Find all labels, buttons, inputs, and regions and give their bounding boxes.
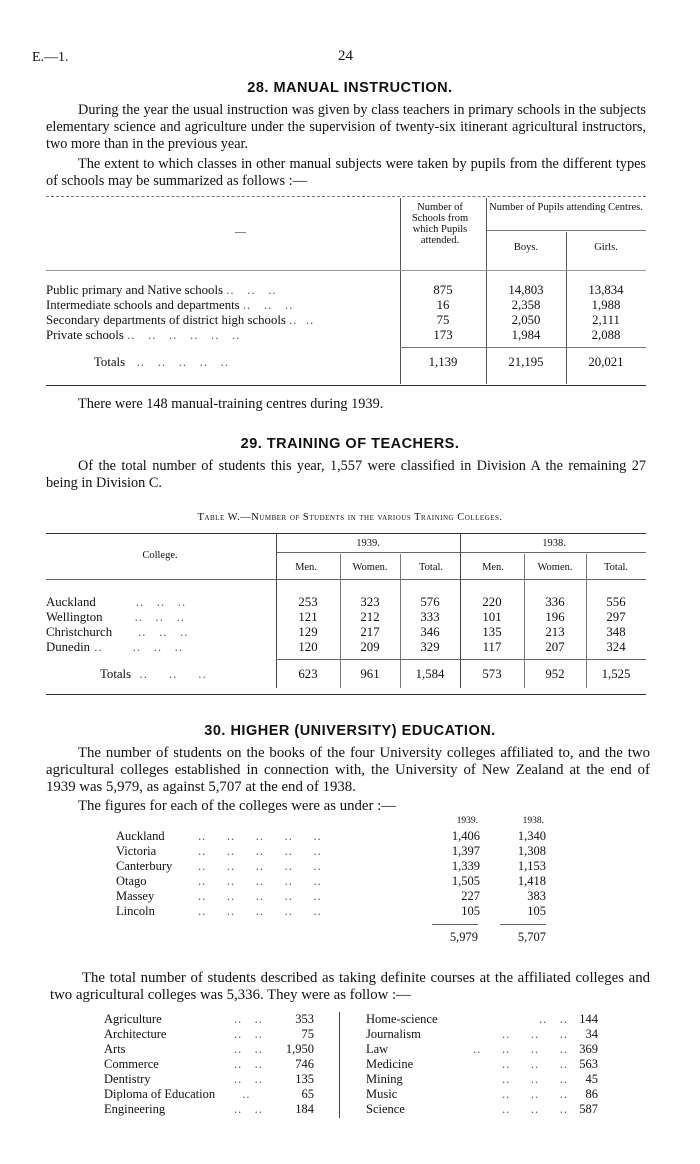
list-item: Science .. .. .. 587 — [366, 1102, 598, 1116]
col-women-1938: Women. — [537, 562, 573, 573]
col-college-header: College. — [142, 550, 178, 561]
courses-list-left — [104, 1012, 314, 1117]
col-total-1938: Total. — [603, 562, 629, 573]
section-28-paragraph-3: There were 148 manual-training centres during 1939. — [78, 396, 384, 412]
section-28-paragraph-1: During the year the usual instruction was given by class teachers in primary schools in the subjects elementary science and agriculture under the supervision of twenty-six itinerant agricultural instructors, two more than in the previous year. — [46, 102, 646, 152]
col-men-1938: Men. — [482, 562, 504, 573]
section-29-title: 29. TRAINING OF TEACHERS. — [240, 436, 460, 452]
table-row: Auckland .. .. .. 253 323 576 220 336 556 — [46, 595, 626, 609]
list-item: Victoria .. .. .. .. .. 1,397 1,308 — [116, 844, 546, 858]
section-28-paragraph-2: The extent to which classes in other manual subjects were taken by pupils from the different types of schools may be summarized as follows :— — [46, 156, 646, 189]
list-item: Auckland .. .. .. .. .. 1,406 1,340 — [116, 829, 546, 843]
courses-list-right — [366, 1012, 598, 1117]
list-item: Journalism .. .. .. 34 — [366, 1027, 598, 1041]
table-w-caption: Table W.—Number of Students in the various Training Colleges. — [197, 512, 503, 523]
col-men-1939: Men. — [295, 562, 317, 573]
list-item: Dentistry .. .. 135 — [104, 1072, 314, 1086]
list-item: Lincoln .. .. .. .. .. 105 105 — [116, 904, 546, 918]
list-item: Arts .. .. 1,950 — [104, 1042, 314, 1056]
table-row: Public primary and Native schools .. .. .. 875 14,803 13,834 — [46, 283, 624, 297]
list-item: Music .. .. .. 86 — [366, 1087, 598, 1101]
section-29-paragraph-1: Of the total number of students this year, 1,557 were classified in Division A the remaining 27 being in Division C. — [46, 458, 646, 491]
table-row: Intermediate schools and departments .. .. .. 16 2,358 1,988 — [46, 298, 621, 312]
list-item: Architecture .. .. 75 — [104, 1027, 314, 1041]
section-28-title: 28. MANUAL INSTRUCTION. — [247, 80, 453, 96]
training-colleges-totals — [46, 667, 646, 682]
table-row-totals: Totals .. .. .. 623 961 1,584 573 952 1,525 — [100, 667, 631, 681]
list-item: Commerce .. .. 746 — [104, 1057, 314, 1071]
total-1938: 5,707 — [517, 930, 546, 944]
table-row: Wellington .. .. .. 121 212 333 101 196 297 — [46, 610, 626, 624]
list-item: Engineering .. .. 184 — [104, 1102, 314, 1116]
list-item: Law .. .. .. .. 369 — [366, 1042, 598, 1056]
table-row: Dunedin .. .. .. .. 120 209 329 117 207 324 — [46, 640, 626, 654]
page-number: 24 — [338, 48, 353, 64]
col-schools-header: Number of Schools from which Pupils attended. — [411, 202, 469, 246]
col-pupils-group-header: Number of Pupils attending Centres. — [489, 202, 643, 213]
list-item: Mining .. .. .. 45 — [366, 1072, 598, 1086]
col-girls-header: Girls. — [594, 242, 618, 253]
list-item: Agriculture .. .. 353 — [104, 1012, 314, 1026]
manual-instruction-totals — [46, 355, 646, 370]
table-row: Private schools .. .. .. .. .. .. 173 1,984 2,088 — [46, 328, 621, 342]
year-1939-header: 1939. — [356, 538, 380, 549]
section-30-title: 30. HIGHER (UNIVERSITY) EDUCATION. — [204, 723, 496, 739]
section-30-paragraph-1: The number of students on the books of the four University colleges affiliated to, and the two agricultural colleges established in connection with, the University of New Zealand at the end of 1939 was 5,979, as against 5,707 at the end of 1938. — [46, 745, 650, 795]
university-colleges-list — [116, 829, 546, 919]
col-women-1939: Women. — [352, 562, 388, 573]
section-30-paragraph-2: The figures for each of the colleges were as under :— — [78, 798, 396, 814]
table-row: Secondary departments of district high schools .. .. 75 2,050 2,111 — [46, 313, 620, 327]
col-boys-header: Boys. — [513, 242, 539, 253]
table-stub: — — [235, 226, 246, 238]
year-1938-header: 1938. — [542, 538, 566, 549]
col-1939-header: 1939. — [456, 816, 478, 826]
header-reference: E.—1. — [32, 50, 69, 65]
section-30-paragraph-3: The total number of students described as taking definite courses at the affiliated colleges and two agricultural colleges was 5,336. They were as follow :— — [50, 970, 650, 1003]
list-item: Medicine .. .. .. 563 — [366, 1057, 598, 1071]
training-colleges-table — [46, 595, 646, 655]
table-row-totals: Totals .. .. .. .. .. 1,139 21,195 20,021 — [94, 355, 624, 369]
list-item: Massey .. .. .. .. .. 227 383 — [116, 889, 546, 903]
list-item: Home-science .. .. 144 — [366, 1012, 598, 1026]
list-item: Canterbury .. .. .. .. .. 1,339 1,153 — [116, 859, 546, 873]
list-item: Diploma of Education .. 65 — [104, 1087, 314, 1101]
manual-instruction-table — [46, 283, 646, 343]
total-1939: 5,979 — [449, 930, 478, 944]
col-1938-header: 1938. — [522, 816, 544, 826]
list-item: Otago .. .. .. .. .. 1,505 1,418 — [116, 874, 546, 888]
table-row: Christchurch .. .. .. 129 217 346 135 213 348 — [46, 625, 626, 639]
col-total-1939: Total. — [418, 562, 444, 573]
